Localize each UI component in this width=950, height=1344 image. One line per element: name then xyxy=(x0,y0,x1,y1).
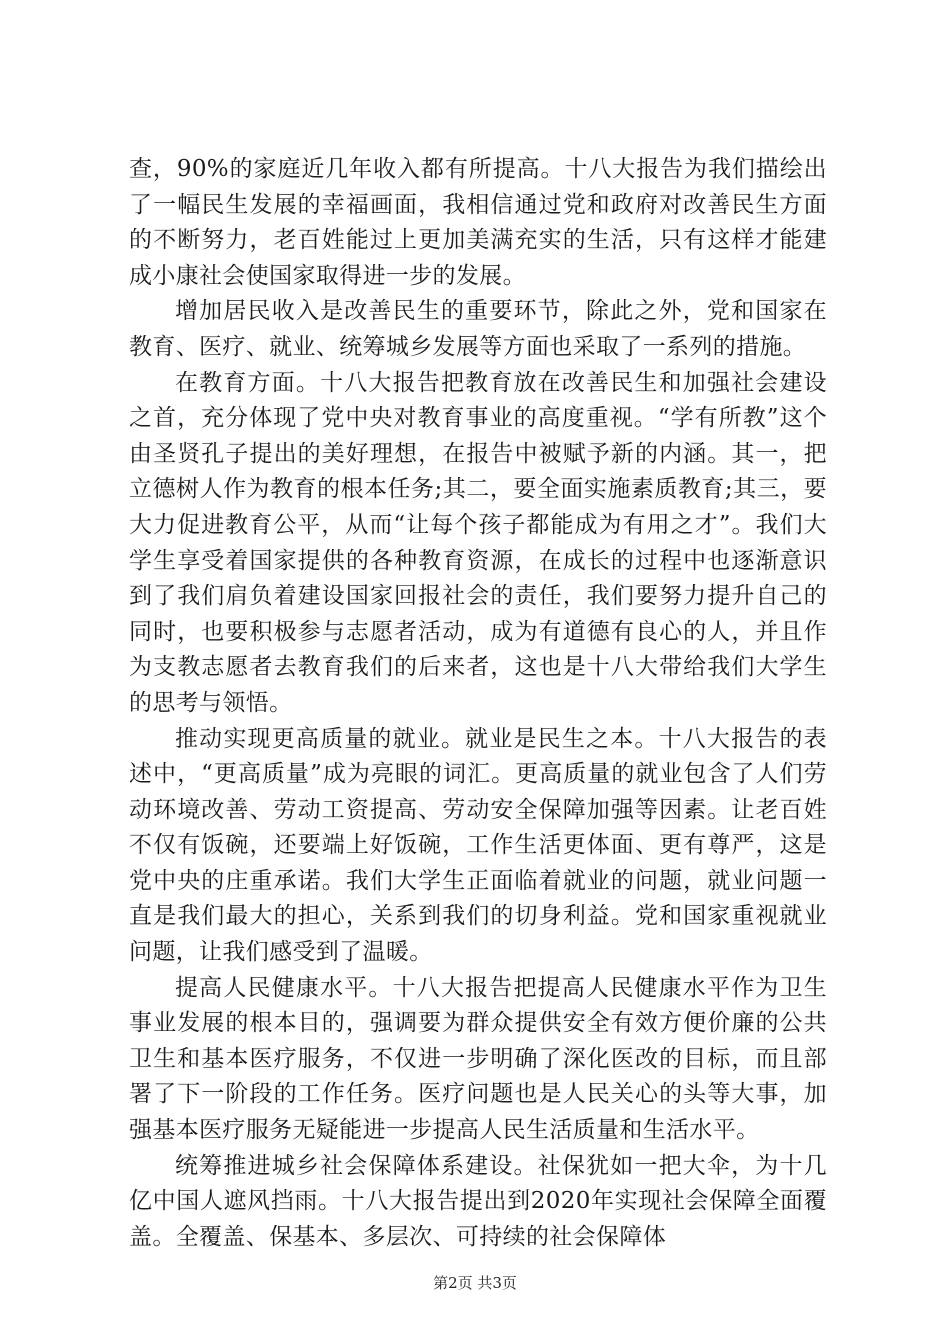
paragraph-health: 提高人民健康水平。十八大报告把提高人民健康水平作为卫生事业发展的根本目的，强调要为群众提供安全有效方便价廉的公共卫生和基本医疗服务，不仅进一步明确了深化医改的目标，而且部署了下一阶段的工作任务。医疗问题也是人民关心的头等大事，加强基本医疗服务无疑能进一步提高人民生活质量和生活水平。 xyxy=(129,974,827,1144)
paragraph-income: 增加居民收入是改善民生的重要环节，除此之外，党和国家在教育、医疗、就业、统筹城乡发展等方面也采取了一系列的措施。 xyxy=(129,298,827,360)
paragraph-social-security: 统筹推进城乡社会保障体系建设。社保犹如一把大伞，为十几亿中国人遮风挡雨。十八大报告提出到2020年实现社会保障全面覆盖。全覆盖、保基本、多层次、可持续的社会保障体 xyxy=(129,1152,827,1250)
paragraph-employment: 推动实现更高质量的就业。就业是民生之本。十八大报告的表述中，“更高质量”成为亮眼的词汇。更高质量的就业包含了人们劳动环境改善、劳动工资提高、劳动安全保障加强等因素。让老百姓不仅有饭碗，还要端上好饭碗，工作生活更体面、更有尊严，这是党中央的庄重承诺。我们大学生正面临着就业的问题，就业问题一直是我们最大的担心，关系到我们的切身利益。党和国家重视就业问题，让我们感受到了温暖。 xyxy=(129,725,827,966)
paragraph-continuation: 查，90%的家庭近几年收入都有所提高。十八大报告为我们描绘出了一幅民生发展的幸福画面，我相信通过党和政府对改善民生方面的不断努力，老百姓能过上更加美满充实的生活，只有这样才能建成小康社会使国家取得进一步的发展。 xyxy=(129,156,827,289)
page-number-footer: 第2页 共3页 xyxy=(433,1274,517,1292)
paragraph-education: 在教育方面。十八大报告把教育放在改善民生和加强社会建设之首，充分体现了党中央对教育事业的高度重视。“学有所教”这个由圣贤孔子提出的美好理想，在报告中被赋予新的内涵。其一，把立德树人作为教育的根本任务;其二，要全面实施素质教育;其三，要大力促进教育公平，从而“让每个孩子都能成为有用之才”。我们大学生享受着国家提供的各种教育资源，在成长的过程中也逐渐意识到了我们肩负着建设国家回报社会的责任，我们要努力提升自己的同时，也要积极参与志愿者活动，成为有道德有良心的人，并且作为支教志愿者去教育我们的后来者，这也是十八大带给我们大学生的思考与领悟。 xyxy=(129,369,827,716)
document-body xyxy=(129,152,827,1255)
